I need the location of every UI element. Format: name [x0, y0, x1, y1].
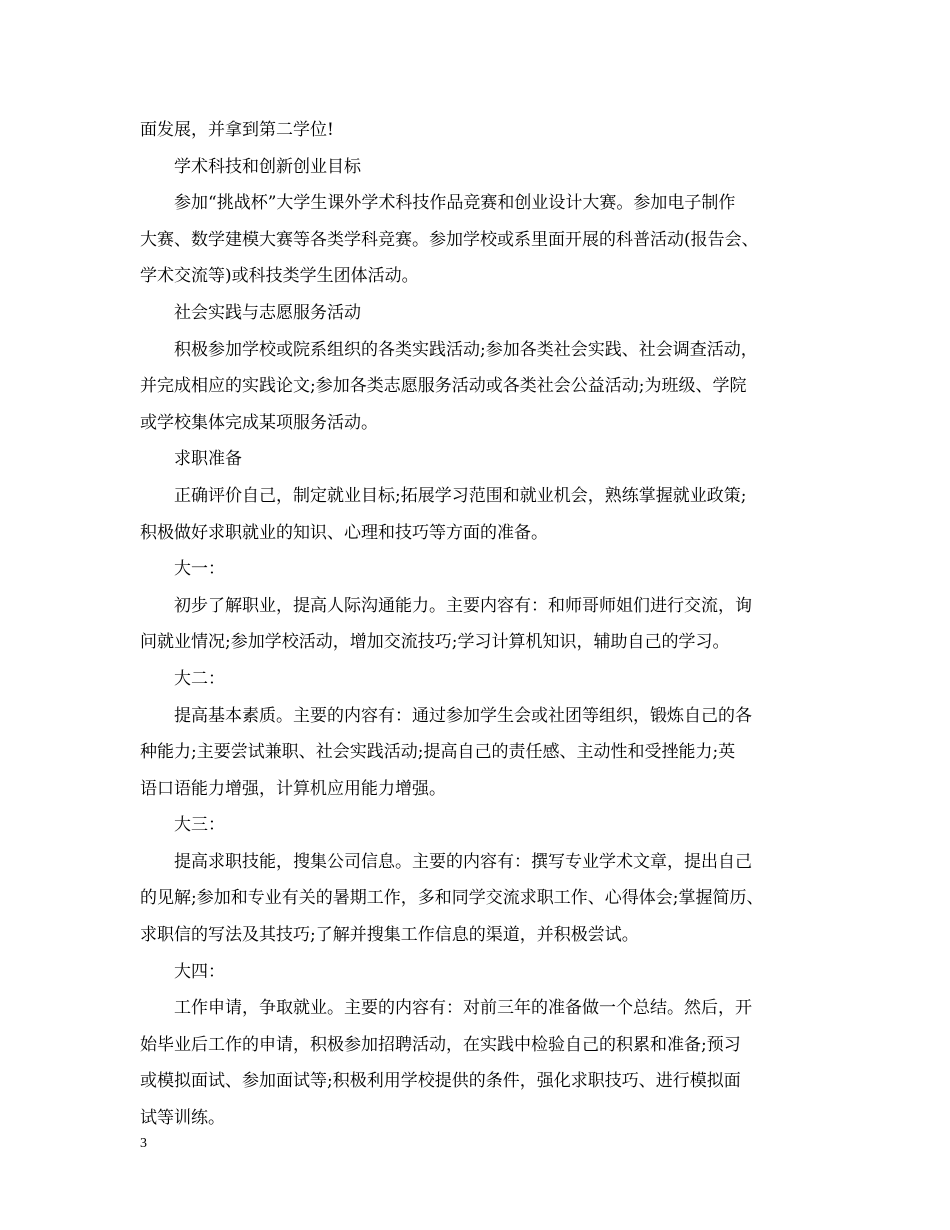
page-number: 3 [140, 1136, 147, 1151]
paragraph-line: 学术交流等)或科技类学生团体活动。 [140, 266, 419, 287]
paragraph-line: 或模拟面试、参加面试等;积极利用学校提供的条件，强化求职技巧、进行模拟面 [140, 1071, 741, 1092]
year-heading-senior: 大四： [174, 961, 225, 982]
paragraph-line: 提高基本素质。主要的内容有：通过参加学生会或社团等组织，锻炼自己的各 [174, 705, 752, 726]
section-heading-job-preparation: 求职准备 [174, 449, 242, 470]
document-body [140, 112, 815, 1137]
section-heading-academic-innovation: 学术科技和创新创业目标 [174, 156, 361, 177]
paragraph-line: 语口语能力增强，计算机应用能力增强。 [140, 778, 446, 799]
paragraph-line: 积极参加学校或院系组织的各类实践活动;参加各类社会实践、社会调查活动， [174, 339, 758, 360]
year-heading-freshman: 大一： [174, 559, 225, 580]
paragraph-line: 提高求职技能，搜集公司信息。主要的内容有：撰写专业学术文章，提出自己 [174, 851, 752, 872]
section-heading-social-practice: 社会实践与志愿服务活动 [174, 302, 361, 323]
paragraph-line: 工作申请，争取就业。主要的内容有：对前三年的准备做一个总结。然后，开 [174, 998, 752, 1019]
paragraph-line: 试等训练。 [140, 1108, 225, 1129]
paragraph-line: 积极做好求职就业的知识、心理和技巧等方面的准备。 [140, 522, 548, 543]
paragraph-line: 问就业情况;参加学校活动，增加交流技巧;学习计算机知识，辅助自己的学习。 [140, 632, 730, 653]
paragraph-line: 求职信的写法及其技巧;了解并搜集工作信息的渠道，并积极尝试。 [140, 925, 639, 946]
year-heading-sophomore: 大二： [174, 668, 225, 689]
year-heading-junior: 大三： [174, 815, 225, 836]
paragraph-line: 或学校集体完成某项服务活动。 [140, 412, 378, 433]
paragraph-line: 始毕业后工作的申请，积极参加招聘活动，在实践中检验自己的积累和准备;预习 [140, 1034, 741, 1055]
paragraph-line: 参加“挑战杯”大学生课外学术科技作品竞赛和创业设计大赛。参加电子制作 [174, 193, 736, 214]
body-text-line: 面发展，并拿到第二学位! [140, 120, 334, 140]
paragraph-line: 的见解;参加和专业有关的暑期工作，多和同学交流求职工作、心得体会;掌握简历、 [140, 888, 764, 909]
paragraph-line: 初步了解职业，提高人际沟通能力。主要内容有：和师哥师姐们进行交流，询 [174, 595, 752, 616]
paragraph-line: 正确评价自己，制定就业目标;拓展学习范围和就业机会，熟练掌握就业政策; [174, 485, 747, 506]
paragraph-line: 大赛、数学建模大赛等各类学科竞赛。参加学校或系里面开展的科普活动(报告会、 [140, 229, 759, 250]
paragraph-line: 种能力;主要尝试兼职、社会实践活动;提高自己的责任感、主动性和受挫能力;英 [140, 742, 736, 763]
paragraph-line: 并完成相应的实践论文;参加各类志愿服务活动或各类社会公益活动;为班级、学院 [140, 376, 747, 397]
